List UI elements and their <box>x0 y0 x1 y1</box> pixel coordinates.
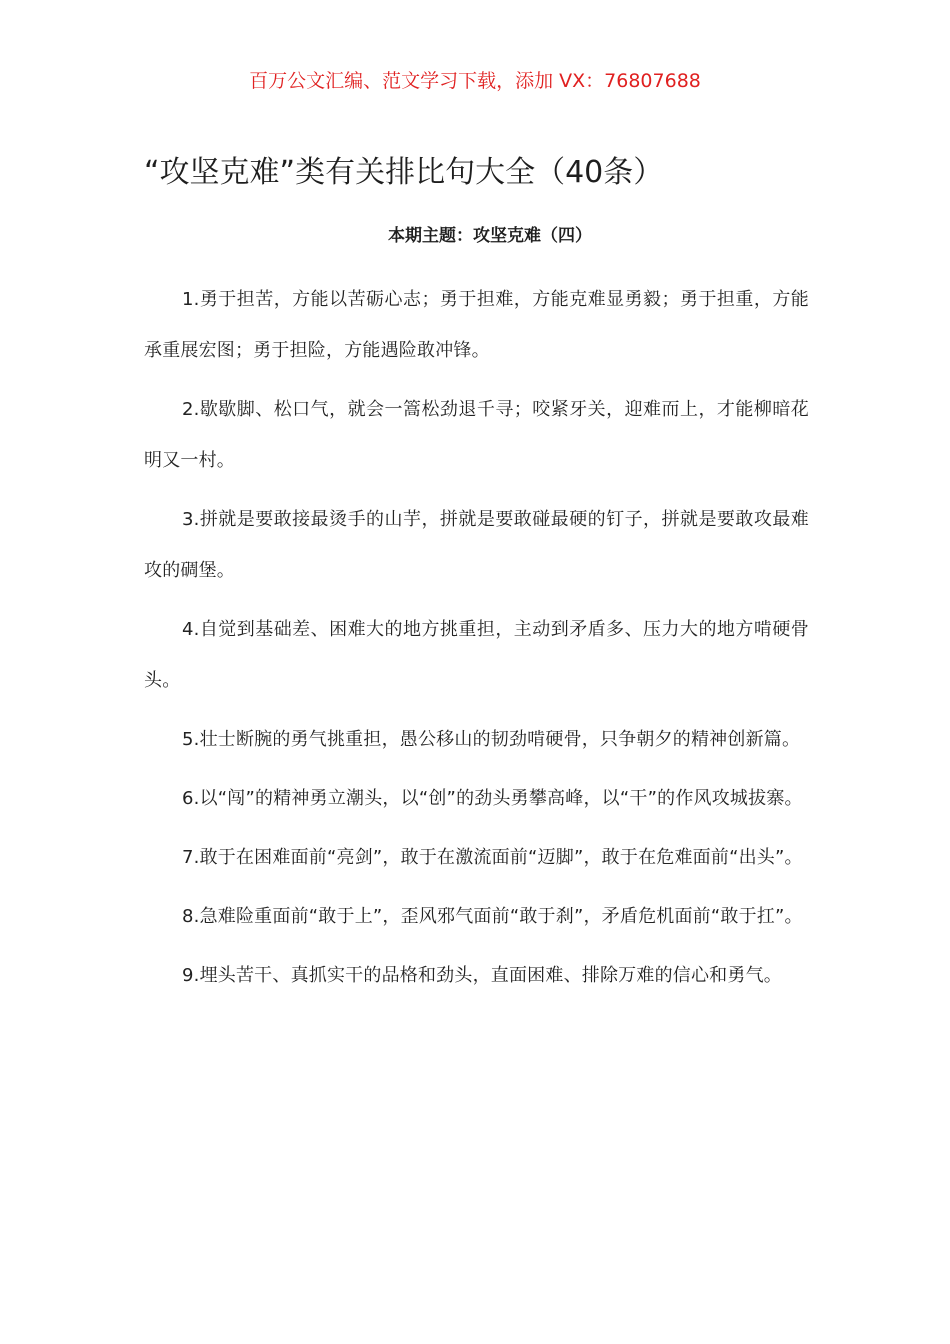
sentence-list <box>144 274 809 1009</box>
promo-banner: 百万公文汇编、范文学习下载，添加 VX：76807688 <box>249 70 701 92</box>
list-item: 9.埋头苦干、真抓实干的品格和劲头，直面困难、排除万难的信心和勇气。 <box>182 965 782 986</box>
list-item: 1.勇于担苦，方能以苦砺心志；勇于担难，方能克难显勇毅；勇于担重，方能承重展宏图；勇于担险，方能遇险敢冲锋。 <box>144 289 809 361</box>
list-item: 6.以“闯”的精神勇立潮头，以“创”的劲头勇攀高峰，以“干”的作风攻城拔寨。 <box>182 788 803 809</box>
document-title: “攻坚克难”类有关排比句大全（40条） <box>144 155 664 190</box>
list-item: 3.拼就是要敢接最烫手的山芋，拼就是要敢碰最硬的钉子，拼就是要敢攻最难攻的碉堡。 <box>144 509 809 581</box>
list-item: 4.自觉到基础差、困难大的地方挑重担，主动到矛盾多、压力大的地方啃硬骨头。 <box>144 619 809 691</box>
list-item: 8.急难险重面前“敢于上”，歪风邪气面前“敢于刹”，矛盾危机面前“敢于扛”。 <box>182 906 803 927</box>
list-item: 7.敢于在困难面前“亮剑”，敢于在激流面前“迈脚”，敢于在危难面前“出头”。 <box>182 847 803 868</box>
list-item: 2.歇歇脚、松口气，就会一篙松劲退千寻；咬紧牙关，迎难而上，才能柳暗花明又一村。 <box>144 399 809 471</box>
list-item: 5.壮士断腕的勇气挑重担，愚公移山的韧劲啃硬骨，只争朝夕的精神创新篇。 <box>182 729 801 750</box>
document-subtitle: 本期主题：攻坚克难（四） <box>388 226 592 246</box>
